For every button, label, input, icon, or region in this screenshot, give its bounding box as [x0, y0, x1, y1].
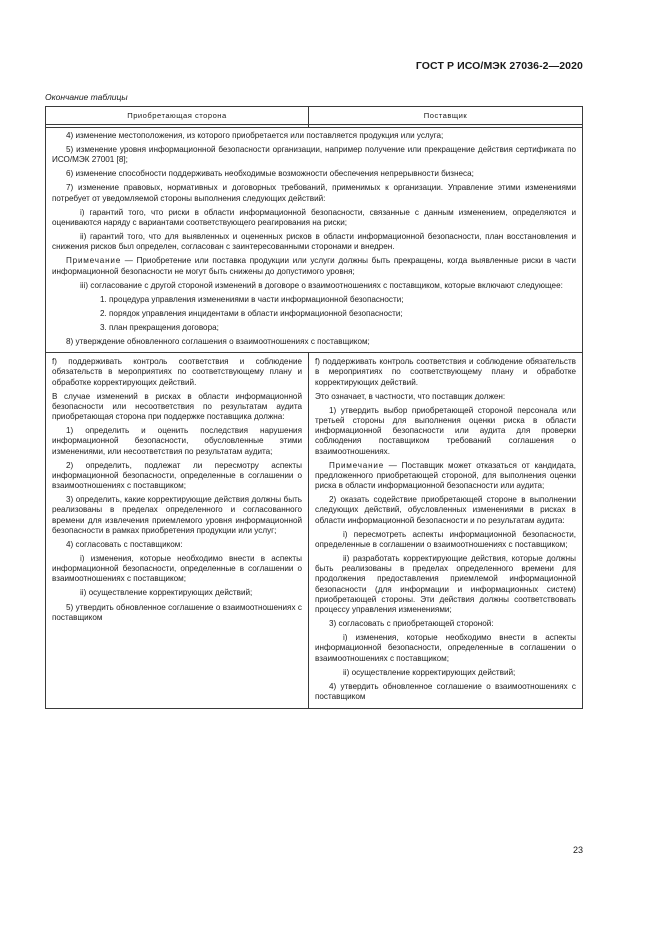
requirements-table	[45, 106, 583, 709]
shared-row	[46, 128, 583, 353]
paragraph: 4) согласовать с поставщиком:	[66, 539, 183, 549]
note-text: — Приобретение или поставка продукции или услуги должны быть прекращены, когда выявленные риски в части информационной безопасности не могут быть снижены до допустимого уровня;	[52, 256, 576, 276]
paragraph: ii) осуществление корректирующих действий;	[80, 588, 253, 598]
paragraph: i) пересмотреть аспекты информационной безопасности, определенные в соглашении о взаимоотношениях с поставщиком;	[315, 529, 576, 549]
column-header-buyer: Приобретающая сторона	[46, 107, 309, 125]
paragraph: 2) оказать содействие приобретающей стороне в выполнении следующих действий, обусловленных изменениями в рисках в области информационной безопасности и по результатам аудита:	[315, 495, 576, 525]
paragraph: ii) осуществление корректирующих действий;	[343, 667, 516, 677]
paragraph: 3) согласовать с приобретающей стороной:	[329, 619, 494, 629]
note-label: Примечание	[66, 256, 122, 266]
supplier-cell	[309, 353, 583, 709]
note-paragraph	[52, 256, 576, 276]
paragraph: f) поддерживать контроль соответствия и соблюдение обязательств в мероприятиях по соответствующему плану и обработке корректирующих действий.	[52, 357, 302, 387]
note-paragraph	[315, 461, 576, 492]
buyer-cell	[46, 353, 309, 709]
paragraph: 1) определить и оценить последствия нарушения информационной безопасности, обусловленные этими изменениями, или несоответствия по результатам аудита;	[52, 426, 302, 456]
paragraph: 8) утверждение обновленного соглашения о взаимоотношениях с поставщиком;	[66, 337, 370, 347]
standard-designation: ГОСТ Р ИСО/МЭК 27036-2—2020	[415, 60, 583, 72]
shared-cell	[46, 128, 583, 353]
paragraph: 4) изменение местоположения, из которого приобретается или поставляется продукция или услуга;	[66, 131, 444, 140]
table-caption: Окончание таблицы	[45, 92, 128, 102]
page-number: 23	[572, 845, 583, 855]
list-item: 3. план прекращения договора;	[100, 322, 219, 332]
paragraph: f) поддерживать контроль соответствия и соблюдение обязательств в мероприятиях по соответствующему плану и обработке корректирующих действий.	[315, 357, 576, 387]
paragraph: Это означает, в частности, что поставщик должен:	[315, 391, 506, 401]
paragraph: ii) разработать корректирующие действия, которые должны быть реализованы в пределах определенного времени для продолжения предоставления приемлемой информационной безопасности (для информации и информационных систем) приобретающей стороны. Эти действия должны соответствовать процессу управления изменениями;	[315, 553, 576, 614]
list-item: 2. порядок управления инцидентами в области информационной безопасности;	[100, 308, 403, 318]
table-header-row	[46, 107, 583, 125]
paragraph: ii) гарантий того, что для выявленных и оцененных рисков в области информационной безопасности, план восстановления и снижения рисков был определен, согласован с заинтересованными сторонами и внедрен.	[52, 232, 576, 252]
paragraph: 4) утвердить обновленное соглашение о взаимоотношениях с поставщиком	[315, 681, 576, 701]
column-header-supplier: Поставщик	[309, 107, 583, 125]
list-item: 1. процедура управления изменениями в части информационной безопасности;	[100, 294, 404, 304]
paragraph: 6) изменение способности поддерживать необходимые возможности обеспечения непрерывности бизнеса;	[66, 169, 474, 179]
paragraph: 1) утвердить выбор приобретающей стороной персонала или третьей стороны для выполнения оценки риска в области информационной безопасности или аудита для проверки соблюдения поставщиком требований соглашения о взаимоотношениях.	[315, 405, 576, 456]
note-text: — Поставщик может отказаться от кандидата, предложенного приобретающей стороной, для выполнения оценки риска в области информационной безопасности или аудита;	[315, 460, 576, 491]
paragraph: i) изменения, которые необходимо внести в аспекты информационной безопасности, определенные в соглашении о взаимоотношениях с поставщиком;	[315, 633, 576, 663]
paragraph: 5) утвердить обновленное соглашение о взаимоотношениях с поставщиком	[52, 602, 302, 622]
paragraph: 3) определить, какие корректирующие действия должны быть реализованы в пределах определенного и согласованного времени для извлечения приемлемого уровня информационной безопасности в рамках приобретения продукции или услуг;	[52, 495, 302, 535]
paragraph: iii) согласование с другой стороной изменений в договоре о взаимоотношениях с поставщиком, которые включают следующее:	[80, 280, 563, 290]
note-label: Примечание	[329, 460, 385, 470]
paragraph: В случае изменений в рисках в области информационной безопасности или несоответствия по результатам аудита приобретающая сторона при поддержке поставщика должна:	[52, 391, 302, 422]
paragraph: i) гарантий того, что риски в области информационной безопасности, связанные с данным изменением, определяются и оцениваются наряду с вариантами соответствующего реагирования на риски;	[52, 207, 576, 227]
paragraph: 7) изменение правовых, нормативных и договорных требований, применимых к организации. Управление этими изменениями потребует от уведомляемой стороны выполнения следующих действий:	[52, 183, 576, 203]
paragraph: 5) изменение уровня информационной безопасности организации, например получение или прекращение действия сертификата по ИСО/МЭК 27001 [8];	[52, 145, 576, 165]
paragraph: i) изменения, которые необходимо внести в аспекты информационной безопасности, определенные в соглашении о взаимоотношениях с поставщиком;	[52, 553, 302, 584]
paragraph: 2) определить, подлежат ли пересмотру аспекты информационной безопасности, определенные в соглашении о взаимоотношениях с поставщиком;	[52, 460, 302, 491]
split-row	[46, 353, 583, 709]
